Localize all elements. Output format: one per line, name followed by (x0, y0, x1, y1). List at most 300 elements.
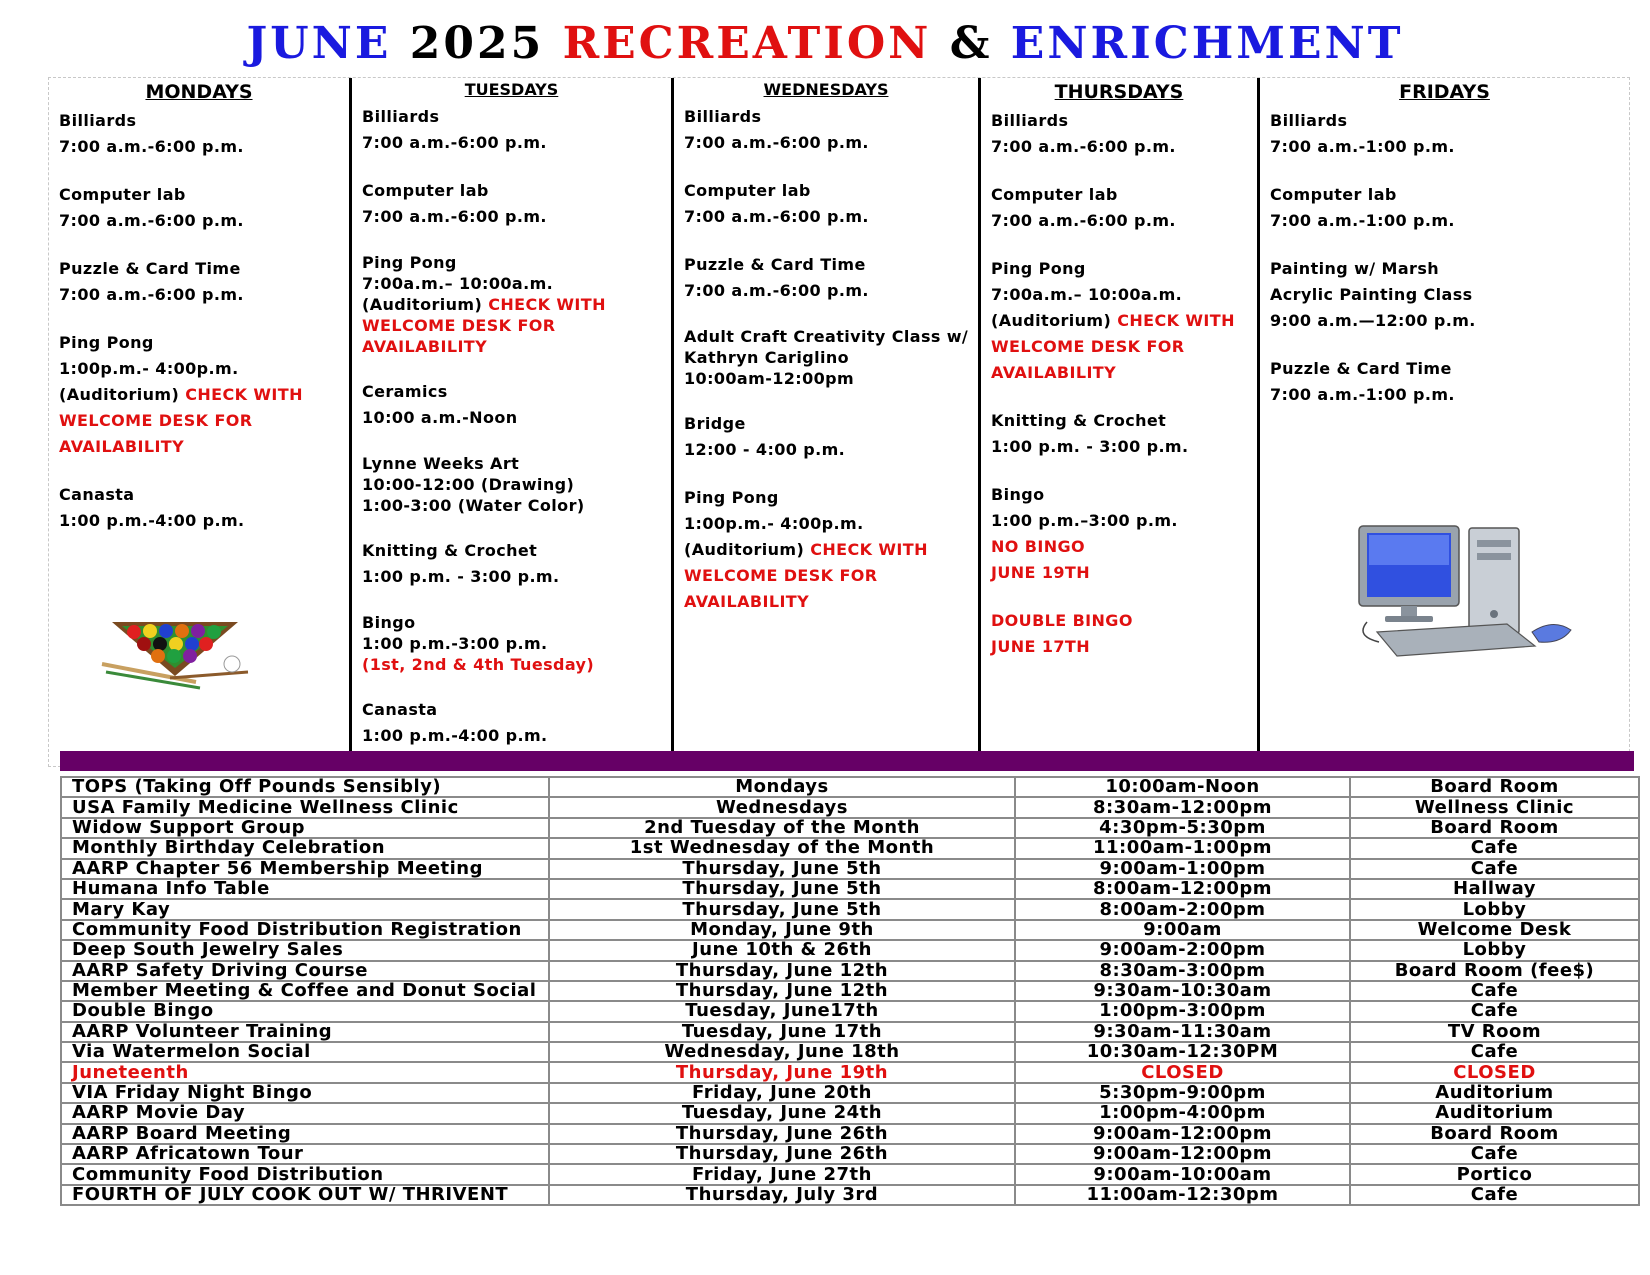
activity-text: Kathryn Cariglino (684, 348, 850, 367)
event-date: Thursday, June 19th (549, 1062, 1015, 1082)
activity-text: (Auditorium) (684, 540, 811, 559)
activity-detail (991, 308, 1257, 334)
activity-adult-craft-creativity-class-w (684, 326, 978, 389)
activity-name (59, 256, 349, 282)
activity-text: Ping Pong (362, 253, 457, 272)
event-location: Lobby (1350, 940, 1639, 960)
activity-text: 7:00 a.m.-6:00 p.m. (59, 137, 244, 156)
activity-bingo (362, 612, 671, 675)
activity-text: 7:00 a.m.-6:00 p.m. (684, 281, 869, 300)
activity-text: Computer lab (684, 181, 811, 200)
event-time: 8:30am-12:00pm (1015, 797, 1350, 817)
activity-puzzle-card-time (684, 252, 978, 304)
activity-name (684, 104, 978, 130)
event-name: Double Bingo (61, 1001, 549, 1021)
activity-text: Lynne Weeks Art (362, 454, 520, 473)
event-time: 4:30pm-5:30pm (1015, 818, 1350, 838)
day-heading: WEDNESDAYS (763, 80, 889, 99)
activity-text: 9:00 a.m.—12:00 p.m. (1270, 311, 1476, 330)
table-row (61, 1022, 1639, 1042)
table-row (61, 1185, 1639, 1205)
event-location: Hallway (1350, 879, 1639, 899)
activity-text: Computer lab (1270, 185, 1397, 204)
event-name: AARP Board Meeting (61, 1124, 549, 1144)
activity-detail (991, 434, 1257, 460)
event-name: Humana Info Table (61, 879, 549, 899)
activity-detail (684, 537, 978, 563)
activity-text: 7:00a.m.– 10:00a.m. (362, 274, 554, 293)
availability-note: AVAILABILITY (59, 437, 185, 456)
event-location: Board Room (fee$) (1350, 961, 1639, 981)
activity-text: 1:00-3:00 (Water Color) (362, 496, 585, 515)
activity-text: Puzzle & Card Time (59, 259, 241, 278)
section-divider-bar (60, 751, 1634, 771)
activity-text: 7:00 a.m.-6:00 p.m. (991, 211, 1176, 230)
table-row (61, 797, 1639, 817)
activity-text: Painting w/ Marsh (1270, 259, 1440, 278)
activity-text: Billiards (1270, 111, 1348, 130)
activity-name (991, 256, 1257, 282)
availability-note: AVAILABILITY (684, 592, 810, 611)
friday-column (1257, 78, 1629, 768)
event-location: Welcome Desk (1350, 920, 1639, 940)
event-date: Monday, June 9th (549, 920, 1015, 940)
activity-computer-lab (684, 178, 978, 230)
event-location: Cafe (1350, 1144, 1639, 1164)
activity-puzzle-card-time (59, 256, 349, 308)
activity-name (362, 697, 671, 723)
activity-ping-pong (59, 330, 349, 460)
tuesday-column (349, 78, 671, 768)
table-row (61, 859, 1639, 879)
event-date: Friday, June 20th (549, 1083, 1015, 1103)
activity-text: Billiards (991, 111, 1069, 130)
activity-name (59, 330, 349, 356)
activity-text: Computer lab (991, 185, 1118, 204)
activity-text: 1:00 p.m.-4:00 p.m. (362, 726, 548, 745)
table-row (61, 1164, 1639, 1184)
activity-name (362, 379, 671, 405)
day-heading: MONDAYS (145, 81, 253, 103)
activity-lynne-weeks-art (362, 453, 671, 516)
activity-detail (362, 474, 671, 495)
activity-text: 1:00p.m.- 4:00p.m. (59, 359, 239, 378)
activity-detail (362, 405, 671, 431)
event-date: Thursday, June 5th (549, 899, 1015, 919)
event-date: 1st Wednesday of the Month (549, 838, 1015, 858)
table-row (61, 981, 1639, 1001)
event-name: TOPS (Taking Off Pounds Sensibly) (61, 777, 549, 797)
event-name: AARP Volunteer Training (61, 1022, 549, 1042)
activity-detail (59, 382, 349, 408)
activity-detail (59, 434, 349, 460)
activity-puzzle-card-time (1270, 356, 1629, 408)
day-heading: TUESDAYS (464, 80, 559, 99)
activity-name (1270, 256, 1629, 282)
event-date: Thursday, June 5th (549, 859, 1015, 879)
event-name: Deep South Jewelry Sales (61, 940, 549, 960)
activity-detail (991, 360, 1257, 386)
activity-name (59, 482, 349, 508)
event-name: Community Food Distribution Registration (61, 920, 549, 940)
activity-detail (59, 134, 349, 160)
event-date: 2nd Tuesday of the Month (549, 818, 1015, 838)
availability-note: WELCOME DESK FOR (59, 411, 253, 430)
activity-text: Bingo (991, 485, 1045, 504)
activity-painting-w-marsh (1270, 256, 1629, 334)
thursday-column (978, 78, 1257, 768)
activity-name (362, 453, 671, 474)
activity-detail (362, 130, 671, 156)
event-time: 9:30am-11:30am (1015, 1022, 1350, 1042)
event-time: 9:00am-10:00am (1015, 1164, 1350, 1184)
title-recreation: RECREATION (562, 18, 932, 69)
activity-name (362, 104, 671, 130)
table-row (61, 961, 1639, 981)
activity-text: 1:00 p.m.-3:00 p.m. (362, 634, 548, 653)
table-row (61, 1062, 1639, 1082)
activity-detail (59, 408, 349, 434)
activity-text: Computer lab (59, 185, 186, 204)
activity-bingo (991, 482, 1257, 586)
weekly-schedule (48, 77, 1630, 767)
activity-detail (991, 560, 1257, 586)
activity-knitting-crochet (991, 408, 1257, 460)
activity-detail (59, 208, 349, 234)
activity-detail (362, 204, 671, 230)
event-name: AARP Chapter 56 Membership Meeting (61, 859, 549, 879)
event-name: Community Food Distribution (61, 1164, 549, 1184)
activity-detail (1270, 308, 1629, 334)
activity-text: 1:00 p.m. - 3:00 p.m. (362, 567, 560, 586)
activity-detail (362, 315, 671, 336)
event-date: Thursday, June 12th (549, 981, 1015, 1001)
event-time: 8:00am-12:00pm (1015, 879, 1350, 899)
event-time: CLOSED (1015, 1062, 1350, 1082)
activity-billiards (362, 104, 671, 156)
activity-text: 12:00 - 4:00 p.m. (684, 440, 846, 459)
availability-note: CHECK WITH (810, 540, 928, 559)
activity-detail (362, 723, 671, 749)
table-row (61, 1083, 1639, 1103)
event-location: TV Room (1350, 1022, 1639, 1042)
activity-detail (684, 589, 978, 615)
event-name: Via Watermelon Social (61, 1042, 549, 1062)
availability-note: CHECK WITH (185, 385, 303, 404)
activity-text: Canasta (362, 700, 438, 719)
activity-bridge (684, 411, 978, 463)
activity-detail (59, 282, 349, 308)
event-time: 9:00am-2:00pm (1015, 940, 1350, 960)
event-date: Thursday, June 26th (549, 1144, 1015, 1164)
title-enrichment: ENRICHMENT (1010, 18, 1404, 69)
activity-detail (684, 511, 978, 537)
activity-text: 7:00 a.m.-6:00 p.m. (59, 211, 244, 230)
activity-ceramics (362, 379, 671, 431)
table-row (61, 1042, 1639, 1062)
activity-computer-lab (362, 178, 671, 230)
title-year: 2025 (409, 18, 545, 69)
table-row (61, 1103, 1639, 1123)
event-time: 9:00am-12:00pm (1015, 1144, 1350, 1164)
event-name: AARP Safety Driving Course (61, 961, 549, 981)
event-location: Auditorium (1350, 1083, 1639, 1103)
event-date: Thursday, June 26th (549, 1124, 1015, 1144)
event-location: Cafe (1350, 838, 1639, 858)
availability-note: JUNE 17TH (991, 637, 1091, 656)
activity-text: Ping Pong (991, 259, 1086, 278)
event-name: VIA Friday Night Bingo (61, 1083, 549, 1103)
activity-text: 7:00a.m.– 10:00a.m. (991, 285, 1183, 304)
activity-text: Adult Craft Creativity Class w/ (684, 327, 969, 346)
activity-text: (Auditorium) (59, 385, 186, 404)
event-date: Thursday, June 5th (549, 879, 1015, 899)
table-row (61, 940, 1639, 960)
event-date: Thursday, July 3rd (549, 1185, 1015, 1205)
availability-note: (1st, 2nd & 4th Tuesday) (362, 655, 595, 674)
activity-name (59, 182, 349, 208)
activity-canasta (362, 697, 671, 749)
activity-ping-pong (684, 485, 978, 615)
event-time: 1:00pm-3:00pm (1015, 1001, 1350, 1021)
event-location: Board Room (1350, 777, 1639, 797)
activity-detail (684, 368, 978, 389)
activity-detail (684, 204, 978, 230)
billiard-balls-icon (100, 616, 250, 690)
activity-text: Computer lab (362, 181, 489, 200)
activity-text: 7:00 a.m.-1:00 p.m. (1270, 211, 1455, 230)
activity-name (991, 108, 1257, 134)
activity-name (362, 538, 671, 564)
activity-name (991, 482, 1257, 508)
activity-text: Knitting & Crochet (991, 411, 1167, 430)
activity-detail (1270, 282, 1629, 308)
availability-note: NO BINGO (991, 537, 1086, 556)
activity-detail (991, 208, 1257, 234)
activity-detail (362, 564, 671, 590)
event-location: Cafe (1350, 859, 1639, 879)
event-time: 10:00am-Noon (1015, 777, 1350, 797)
activity-detail (991, 334, 1257, 360)
activity-computer-lab (59, 182, 349, 234)
availability-note: DOUBLE BINGO (991, 611, 1133, 630)
activity-detail (362, 273, 671, 294)
activity-name (991, 608, 1257, 634)
activity-text: Billiards (362, 107, 440, 126)
activity-text: Billiards (59, 111, 137, 130)
activity-text: 1:00 p.m.–3:00 p.m. (991, 511, 1178, 530)
activity-name (684, 252, 978, 278)
activity-detail (362, 294, 671, 315)
activity-detail (1270, 382, 1629, 408)
activity-computer-lab (991, 182, 1257, 234)
activity-detail (684, 278, 978, 304)
activity-detail (362, 654, 671, 675)
activity-name (684, 326, 978, 347)
activity-text: Puzzle & Card Time (1270, 359, 1452, 378)
activity-name (1270, 182, 1629, 208)
activity-text: Acrylic Painting Class (1270, 285, 1473, 304)
desktop-computer-icon (1357, 524, 1587, 659)
event-date: June 10th & 26th (549, 940, 1015, 960)
activity-text: 1:00 p.m. - 3:00 p.m. (991, 437, 1189, 456)
activity-ping-pong (362, 252, 671, 357)
event-name: Mary Kay (61, 899, 549, 919)
activity-name (362, 252, 671, 273)
activity-billiards (684, 104, 978, 156)
table-row (61, 818, 1639, 838)
event-location: Cafe (1350, 981, 1639, 1001)
event-time: 8:30am-3:00pm (1015, 961, 1350, 981)
activity-detail (1270, 134, 1629, 160)
activity-text: 10:00-12:00 (Drawing) (362, 475, 575, 494)
activity-name (684, 411, 978, 437)
activity-billiards (991, 108, 1257, 160)
activity-detail (991, 282, 1257, 308)
activity-name (684, 178, 978, 204)
activity-detail (684, 437, 978, 463)
title-month: JUNE (246, 18, 392, 69)
event-time: 9:00am-12:00pm (1015, 1124, 1350, 1144)
activity-text: 10:00am-12:00pm (684, 369, 855, 388)
activity-detail (362, 336, 671, 357)
activity-detail (991, 134, 1257, 160)
event-time: 8:00am-2:00pm (1015, 899, 1350, 919)
event-time: 9:30am-10:30am (1015, 981, 1350, 1001)
event-name: Member Meeting & Coffee and Donut Social (61, 981, 549, 1001)
event-location: Lobby (1350, 899, 1639, 919)
activity-detail (684, 130, 978, 156)
table-row (61, 1144, 1639, 1164)
activity-detail (684, 563, 978, 589)
activity-text: Billiards (684, 107, 762, 126)
activity-name (362, 612, 671, 633)
wednesday-column (671, 78, 978, 768)
activity-name (1270, 108, 1629, 134)
activity-canasta (59, 482, 349, 534)
page-title (0, 14, 1650, 74)
event-time: 10:30am-12:30PM (1015, 1042, 1350, 1062)
activity-text: 1:00 p.m.-4:00 p.m. (59, 511, 245, 530)
activity-detail (991, 634, 1257, 660)
availability-note: AVAILABILITY (991, 363, 1117, 382)
event-date: Thursday, June 12th (549, 961, 1015, 981)
activity-ping-pong (991, 256, 1257, 386)
event-location: Cafe (1350, 1042, 1639, 1062)
table-row (61, 777, 1639, 797)
activity-text: 7:00 a.m.-6:00 p.m. (362, 207, 547, 226)
activity-detail (59, 356, 349, 382)
event-name: Juneteenth (61, 1062, 549, 1082)
activity-text: Bridge (684, 414, 746, 433)
activity-billiards (59, 108, 349, 160)
event-name: Monthly Birthday Celebration (61, 838, 549, 858)
event-date: Wednesdays (549, 797, 1015, 817)
activity-text: (Auditorium) (991, 311, 1118, 330)
event-name: AARP Africatown Tour (61, 1144, 549, 1164)
event-date: Tuesday, June17th (549, 1001, 1015, 1021)
activity-text: Ping Pong (59, 333, 154, 352)
activity-double-bingo (991, 608, 1257, 660)
activity-text: 7:00 a.m.-6:00 p.m. (684, 207, 869, 226)
table-row (61, 879, 1639, 899)
availability-note: CHECK WITH (488, 295, 606, 314)
activity-text: 7:00 a.m.-6:00 p.m. (59, 285, 244, 304)
activity-name (362, 178, 671, 204)
event-date: Tuesday, June 17th (549, 1022, 1015, 1042)
availability-note: CHECK WITH (1117, 311, 1235, 330)
event-location: Portico (1350, 1164, 1639, 1184)
availability-note: JUNE 19TH (991, 563, 1091, 582)
event-location: Board Room (1350, 1124, 1639, 1144)
table-row (61, 1001, 1639, 1021)
event-time: 1:00pm-4:00pm (1015, 1103, 1350, 1123)
event-name: AARP Movie Day (61, 1103, 549, 1123)
event-date: Tuesday, June 24th (549, 1103, 1015, 1123)
activity-detail (684, 347, 978, 368)
activity-knitting-crochet (362, 538, 671, 590)
event-location: Auditorium (1350, 1103, 1639, 1123)
day-heading: FRIDAYS (1399, 81, 1490, 103)
activity-billiards (1270, 108, 1629, 160)
event-name: FOURTH OF JULY COOK OUT W/ THRIVENT (61, 1185, 549, 1205)
events-table (60, 776, 1640, 1206)
activity-text: Ceramics (362, 382, 448, 401)
event-name: Widow Support Group (61, 818, 549, 838)
day-heading: THURSDAYS (1054, 81, 1184, 103)
activity-computer-lab (1270, 182, 1629, 234)
activity-name (991, 182, 1257, 208)
event-location: Cafe (1350, 1185, 1639, 1205)
activity-name (59, 108, 349, 134)
event-date: Friday, June 27th (549, 1164, 1015, 1184)
activity-detail (59, 508, 349, 534)
activity-detail (1270, 208, 1629, 234)
event-date: Wednesday, June 18th (549, 1042, 1015, 1062)
activity-text: 7:00 a.m.-6:00 p.m. (991, 137, 1176, 156)
activity-text: 7:00 a.m.-1:00 p.m. (1270, 137, 1455, 156)
activity-text: Bingo (362, 613, 416, 632)
event-time: 11:00am-12:30pm (1015, 1185, 1350, 1205)
event-name: USA Family Medicine Wellness Clinic (61, 797, 549, 817)
event-location: CLOSED (1350, 1062, 1639, 1082)
activity-name (991, 408, 1257, 434)
activity-text: Puzzle & Card Time (684, 255, 866, 274)
activity-text: Canasta (59, 485, 135, 504)
event-location: Wellness Clinic (1350, 797, 1639, 817)
event-time: 11:00am-1:00pm (1015, 838, 1350, 858)
activity-detail (991, 534, 1257, 560)
activity-text: 10:00 a.m.-Noon (362, 408, 518, 427)
availability-note: WELCOME DESK FOR (684, 566, 878, 585)
table-row (61, 899, 1639, 919)
availability-note: WELCOME DESK FOR (991, 337, 1185, 356)
activity-detail (362, 495, 671, 516)
activity-name (684, 485, 978, 511)
availability-note: WELCOME DESK FOR (362, 316, 556, 335)
table-row (61, 920, 1639, 940)
activity-text: 1:00p.m.- 4:00p.m. (684, 514, 864, 533)
activity-text: Ping Pong (684, 488, 779, 507)
event-time: 9:00am (1015, 920, 1350, 940)
table-row (61, 1124, 1639, 1144)
activity-text: 7:00 a.m.-1:00 p.m. (1270, 385, 1455, 404)
event-time: 9:00am-1:00pm (1015, 859, 1350, 879)
availability-note: AVAILABILITY (362, 337, 488, 356)
activity-detail (362, 633, 671, 654)
event-date: Mondays (549, 777, 1015, 797)
activity-text: (Auditorium) (362, 295, 489, 314)
